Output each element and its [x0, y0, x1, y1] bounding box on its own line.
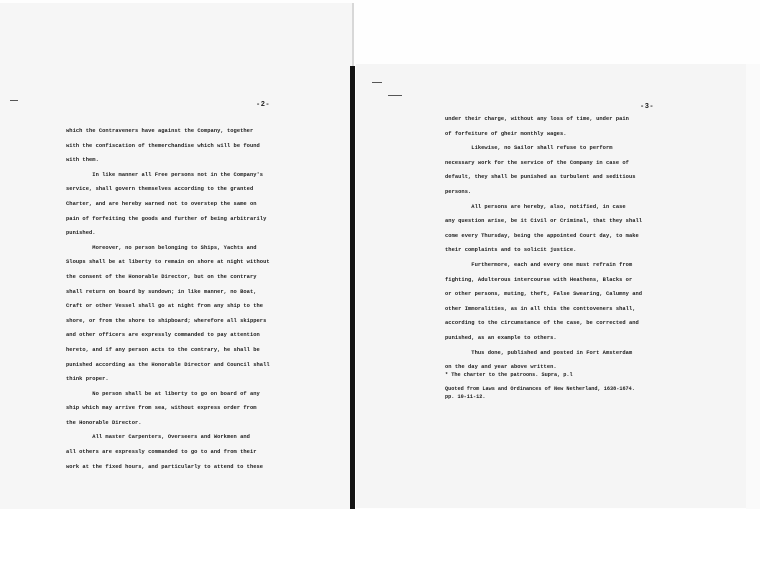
- text-line: Furthermore, each and every one must refrain from: [445, 261, 633, 268]
- text-line: any question arise, be it Civil or Criminal, that they shall: [445, 218, 643, 225]
- text-line: the consent of the Honorable Director, but on the contrary: [66, 273, 257, 280]
- text-line: and other officers are expressly commanded to pay attention: [66, 332, 260, 339]
- text-line: the Honorable Director.: [66, 419, 142, 426]
- text-line: punished according as the Honorable Director and Council shall: [66, 361, 270, 368]
- text-line: All master Carpenters, Overseers and Workmen and: [66, 434, 250, 441]
- scan-speck: [388, 95, 402, 96]
- text-line: punished, as an example to others.: [445, 334, 557, 341]
- text-line: shall return on board by sundown; in like manner, no Boat,: [66, 288, 257, 295]
- footnote-line: * The charter to the patroons. Supra, p.l: [445, 372, 573, 378]
- scan-speck: [10, 100, 18, 101]
- text-line: which the Contraveners have against the Company, together: [66, 128, 254, 134]
- text-line: all others are expressly commanded to go to and from their: [66, 449, 257, 456]
- text-line: punished.: [66, 230, 96, 237]
- text-line: ship which may arrive from sea, without express order from: [66, 405, 257, 412]
- right-margin: [746, 64, 760, 509]
- footnote-line: Quoted from Laws and Ordinances of New Netherland, 1638-1674.: [445, 386, 635, 392]
- footnotes: [445, 371, 635, 401]
- text-line: think proper.: [66, 376, 109, 383]
- text-line: on the day and year above written.: [445, 364, 557, 371]
- text-line: other Immoralities, as in all this the conttoveners shall,: [445, 305, 636, 312]
- footnote-line: pp. 10-11-12.: [445, 394, 486, 400]
- right-page-number: -3-: [640, 103, 655, 111]
- text-line: Sloups shall be at liberty to remain on shore at night without: [66, 259, 270, 266]
- text-line: with the confiscation of themerchandise which will be found: [66, 142, 260, 149]
- text-line: necessary work for the service of the Company in case of: [445, 159, 629, 166]
- text-line: service, shall govern themselves according to the granted: [66, 186, 254, 193]
- text-line: under their charge, without any loss of time, under pain: [445, 116, 629, 122]
- text-line: pain of forfeiting the goods and further of being arbitrarily: [66, 215, 267, 222]
- text-line: work at the fixed hours, and particularly to attend to these: [66, 463, 264, 470]
- left-page-text: [66, 124, 270, 474]
- text-line: Likewise, no Sailor shall refuse to perform: [445, 145, 613, 152]
- text-line: Thus done, published and posted in Fort Amsterdam: [445, 349, 633, 356]
- text-line: No person shall be at liberty to go on board of any: [66, 390, 260, 397]
- text-line: according to the circumstance of the case, be corrected and: [445, 320, 639, 327]
- text-line: Craft or other Vessel shall go at night from any ship to the: [66, 303, 264, 310]
- text-line: or other persons, muting, theft, False Swearing, Calumny and: [445, 291, 643, 298]
- text-line: In like manner all Free persons not in the Company's: [66, 171, 264, 178]
- text-line: hereto, and if any person acts to the contrary, he shall be: [66, 346, 260, 353]
- text-line: of forfeiture of gheir monthly wages.: [445, 130, 567, 137]
- right-page-text: [445, 112, 642, 375]
- text-line: come every Thursday, being the appointed Court day, to make: [445, 232, 639, 239]
- text-line: persons.: [445, 188, 472, 195]
- text-line: fighting, Adulterous intercourse with Heathens, Blacks or: [445, 276, 633, 283]
- text-line: their complaints and to solicit justice.: [445, 247, 577, 254]
- text-line: default, they shall be punished as turbulent and seditious: [445, 174, 636, 181]
- left-page-number: -2-: [256, 101, 271, 109]
- text-line: with them.: [66, 157, 99, 164]
- bottom-margin: [0, 509, 760, 564]
- text-line: Moreover, no person belonging to Ships, Yachts and: [66, 244, 257, 251]
- text-line: shore, or from the shore to shipboard; wherefore all skippers: [66, 317, 267, 324]
- scan-speck: [372, 82, 382, 83]
- book-spine: [350, 66, 355, 512]
- page-gap: [352, 3, 354, 66]
- text-line: Charter, and are hereby warned not to overstep the same on: [66, 200, 257, 207]
- text-line: All persons are hereby, also, notified, in case: [445, 203, 626, 210]
